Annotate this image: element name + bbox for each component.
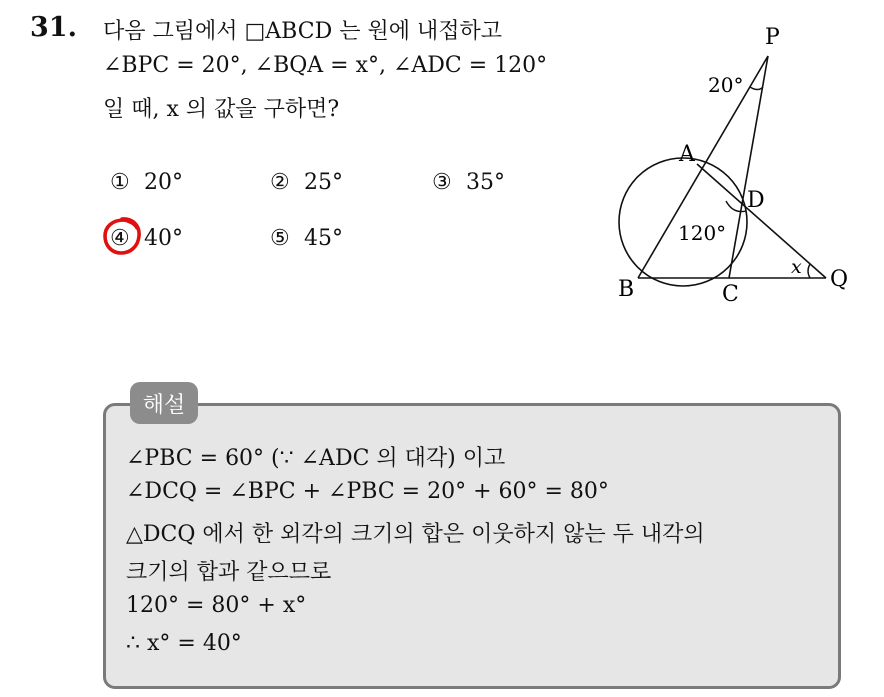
- question-line-1: 다음 그림에서 □ABCD 는 원에 내접하고: [103, 19, 502, 44]
- solution-line-6: ∴ x° = 40°: [126, 631, 242, 656]
- question-line-2: ∠BPC = 20°, ∠BQA = x°, ∠ADC = 120°: [103, 53, 548, 78]
- choice-1-mark: ①: [110, 170, 130, 195]
- choice-4-value: 40°: [144, 226, 183, 251]
- choice-5[interactable]: [270, 226, 343, 251]
- angle-label-p: 20°: [708, 73, 744, 97]
- choice-4-mark: ④: [110, 226, 130, 251]
- solution-line-1: ∠PBC = 60° (∵ ∠ADC 의 대각) 이고: [126, 446, 506, 471]
- label-a: A: [679, 142, 695, 167]
- choice-3[interactable]: [432, 170, 505, 195]
- choice-3-mark: ③: [432, 170, 452, 195]
- choice-5-mark: ⑤: [270, 226, 290, 251]
- geometry-figure: [600, 14, 870, 314]
- choice-1-value: 20°: [144, 170, 183, 195]
- label-b: B: [618, 277, 635, 302]
- solution-tab: 해설: [130, 382, 198, 424]
- label-c: C: [722, 282, 739, 307]
- angle-arc-p: [750, 87, 763, 90]
- solution-line-5: 120° = 80° + x°: [126, 593, 307, 618]
- solution-line-4: 크기의 합과 같으므로: [126, 560, 332, 585]
- angle-label-d: 120°: [678, 221, 727, 245]
- label-d: D: [747, 188, 765, 213]
- choice-3-value: 35°: [466, 170, 505, 195]
- question-line-3: 일 때, x 의 값을 구하면?: [103, 97, 340, 122]
- angle-arc-q: [808, 264, 810, 278]
- choice-5-value: 45°: [304, 226, 343, 251]
- choice-1[interactable]: [110, 170, 183, 195]
- choice-2[interactable]: [270, 170, 343, 195]
- choice-2-value: 25°: [304, 170, 343, 195]
- answer-circle-mark: [102, 216, 142, 256]
- angle-label-q: x: [791, 256, 802, 278]
- solution-line-3: △DCQ 에서 한 외각의 크기의 합은 이웃하지 않는 두 내각의: [126, 522, 705, 547]
- question-number: 31.: [30, 12, 77, 43]
- label-q: Q: [830, 267, 849, 292]
- choice-2-mark: ②: [270, 170, 290, 195]
- label-p: P: [765, 25, 780, 50]
- solution-line-2: ∠DCQ = ∠BPC + ∠PBC = 20° + 60° = 80°: [126, 479, 609, 504]
